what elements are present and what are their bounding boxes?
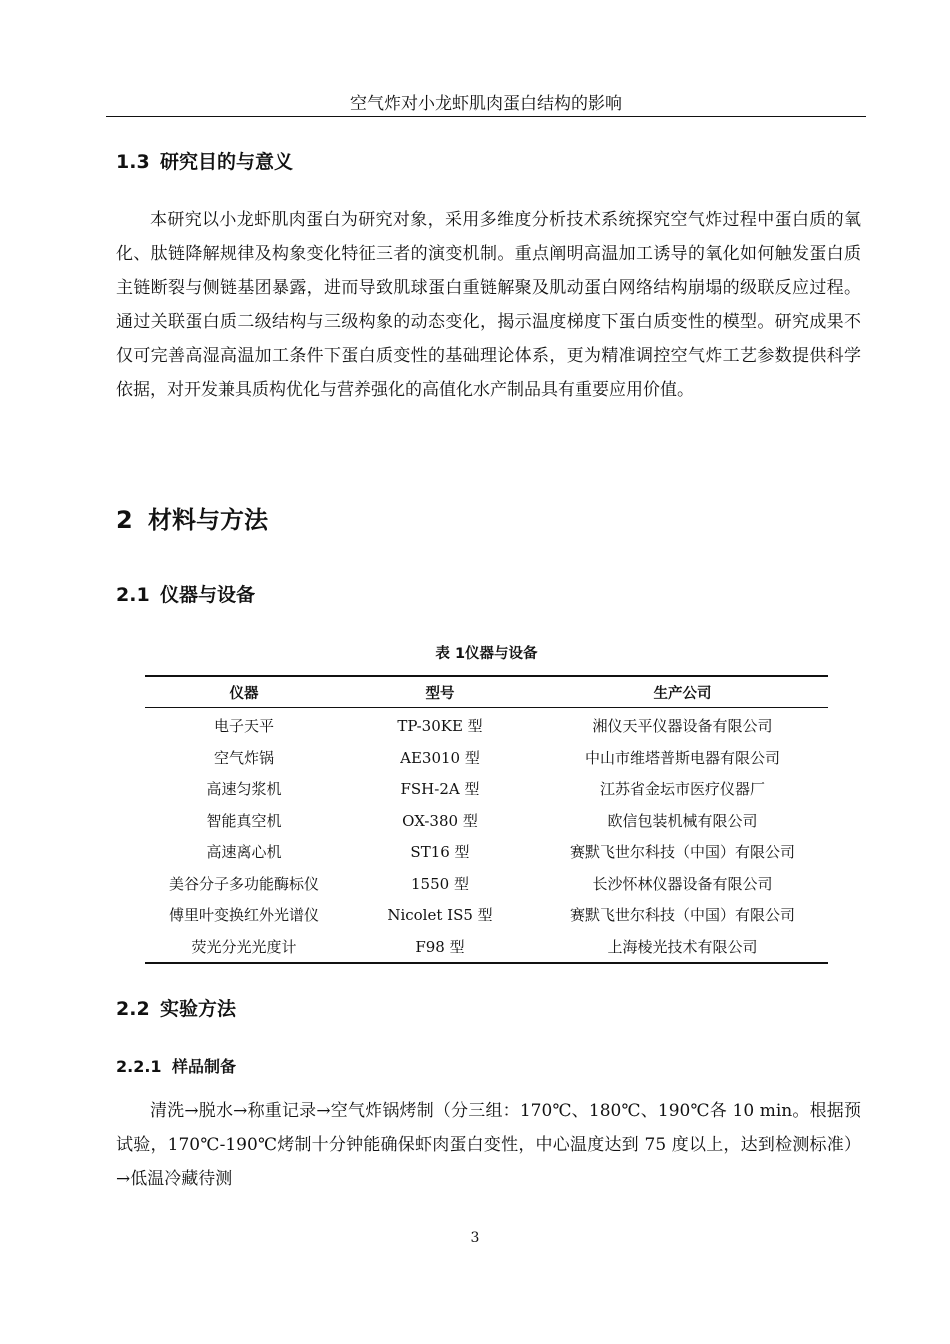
instrument-cell: 荧光分光光度计: [191, 937, 297, 956]
model-cell: ST16 型: [410, 843, 470, 862]
model-cell: TP-30KE 型: [397, 717, 483, 736]
table-row: [145, 708, 828, 742]
instrument-cell: 智能真空机: [206, 811, 282, 830]
subsection-number: 2.2.1: [116, 1057, 162, 1076]
table-row: [145, 773, 828, 805]
manufacturer-cell: 上海棱光技术有限公司: [607, 937, 758, 956]
instrument-cell: 傅里叶变换红外光谱仪: [168, 906, 319, 925]
model-cell: AE3010 型: [400, 748, 480, 767]
manufacturer-cell: 湘仪天平仪器设备有限公司: [592, 717, 773, 736]
table-row: [145, 805, 828, 837]
section-heading-2-1: [116, 581, 255, 609]
equipment-table: [145, 675, 828, 964]
column-header-model: 型号: [425, 685, 455, 702]
table-header-row: [145, 676, 828, 708]
table-row: [145, 931, 828, 964]
section-title: 研究目的与意义: [160, 151, 294, 173]
section-number: 2.1: [116, 584, 150, 606]
manufacturer-cell: 长沙怀林仪器设备有限公司: [592, 874, 773, 893]
section-1-3-paragraph: 本研究以小龙虾肌肉蛋白为研究对象，采用多维度分析技术系统探究空气炸过程中蛋白质的氧化、肽链降解规律及构象变化特征三者的演变机制。重点阐明高温加工诱导的氧化如何触发蛋白质主链断裂与侧链基团暴露，进而导致肌球蛋白重链解聚及肌动蛋白网络结构崩塌的级联反应过程。通过关联蛋白质二级结构与三级构象的动态变化，揭示温度梯度下蛋白质变性的模型。研究成果不仅可完善高湿高温加工条件下蛋白质变性的基础理论体系，更为精准调控空气炸工艺参数提供科学依据，对开发兼具质构优化与营养强化的高值化水产制品具有重要应用价值。: [116, 210, 861, 400]
column-header-manufacturer: 生产公司: [653, 685, 712, 702]
model-cell: 1550 型: [411, 874, 469, 893]
table-row: [145, 899, 828, 931]
table-row: [145, 868, 828, 900]
section-title: 仪器与设备: [160, 584, 256, 606]
page-number: 3: [470, 1230, 480, 1246]
instrument-cell: 高速离心机: [206, 843, 282, 862]
model-cell: OX-380 型: [402, 811, 478, 830]
instrument-cell: 美谷分子多功能酶标仪: [168, 874, 319, 893]
manufacturer-cell: 欧信包装机械有限公司: [607, 811, 758, 830]
table-row: [145, 742, 828, 774]
section-number: 1.3: [116, 151, 150, 173]
running-header: 空气炸对小龙虾肌肉蛋白结构的影响: [350, 94, 622, 114]
manufacturer-cell: 赛默飞世尔科技（中国）有限公司: [569, 906, 795, 925]
table-row: [145, 836, 828, 868]
manufacturer-cell: 赛默飞世尔科技（中国）有限公司: [569, 843, 795, 862]
section-heading-2-2: [116, 995, 236, 1023]
section-number: 2.2: [116, 998, 150, 1020]
instrument-cell: 高速匀浆机: [206, 780, 282, 799]
column-header-instrument: 仪器: [229, 685, 259, 702]
table-caption: 表 1仪器与设备: [435, 646, 538, 662]
subsection-heading-2-2-1: [116, 1055, 236, 1079]
model-cell: Nicolet IS5 型: [387, 906, 493, 925]
section-heading-1-3: [116, 148, 293, 176]
chapter-number: 2: [116, 506, 133, 534]
instrument-cell: 电子天平: [213, 717, 274, 736]
subsection-title: 样品制备: [172, 1057, 237, 1076]
section-2-2-1-paragraph: 清洗→脱水→称重记录→空气炸锅烤制（分三组：170℃、180℃、190℃各 10 min。根据预试验，170℃-190℃烤制十分钟能确保虾肉蛋白变性，中心温度达到 75 度以上，达到检测标准）→低温冷藏待测: [116, 1101, 861, 1189]
manufacturer-cell: 江苏省金坛市医疗仪器厂: [599, 780, 765, 799]
header-rule: [106, 116, 866, 117]
manufacturer-cell: 中山市维塔普斯电器有限公司: [584, 748, 780, 767]
model-cell: FSH-2A 型: [400, 780, 480, 799]
instrument-cell: 空气炸锅: [213, 748, 274, 767]
model-cell: F98 型: [415, 937, 465, 956]
section-title: 实验方法: [160, 998, 237, 1020]
chapter-heading-2: [116, 503, 268, 537]
chapter-title: 材料与方法: [148, 506, 268, 534]
